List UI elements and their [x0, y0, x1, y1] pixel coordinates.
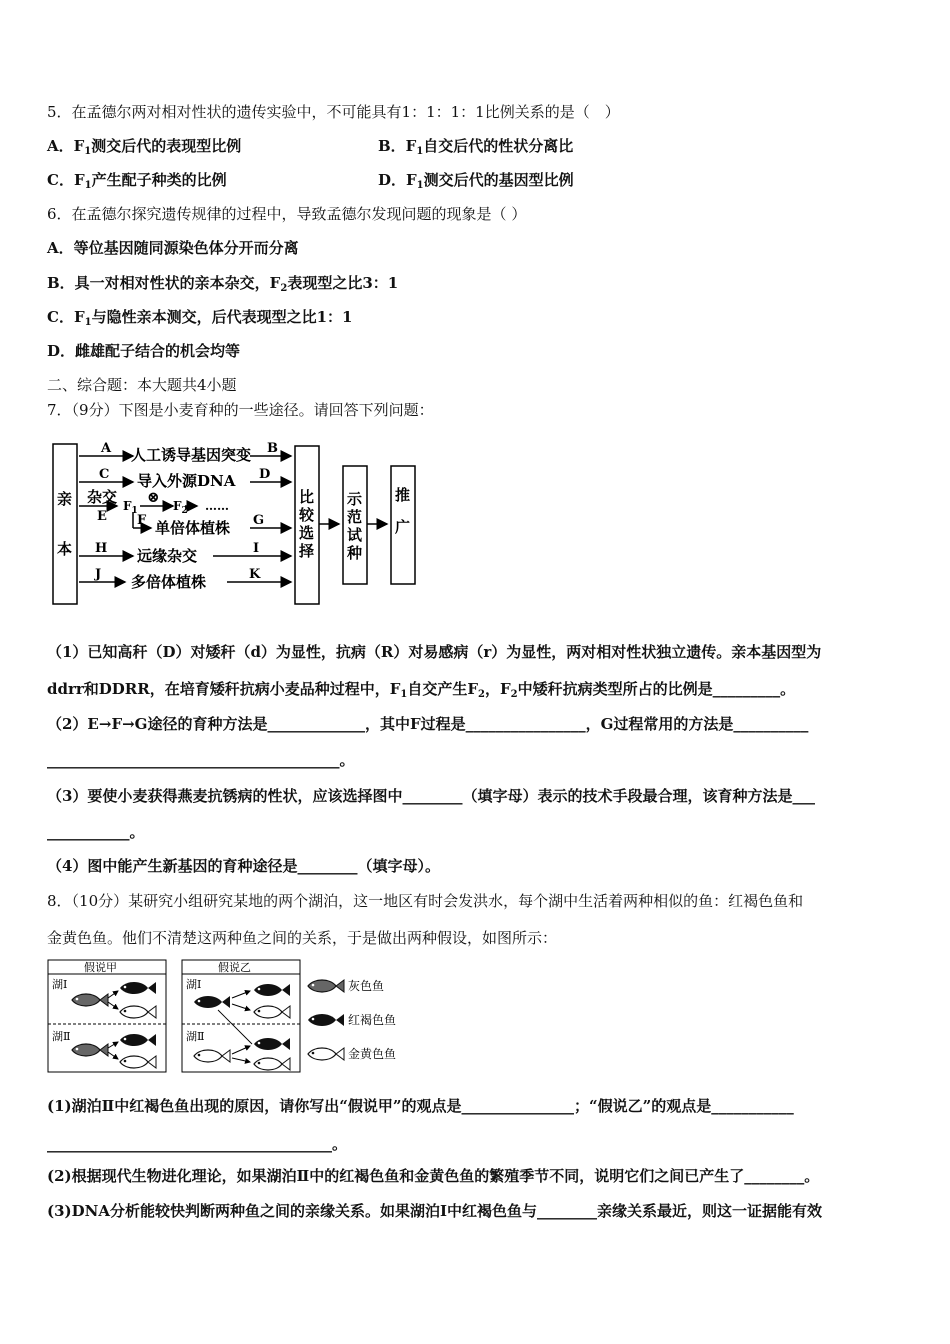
q5-option-d: D．$F_1$测交后代的基因型比例	[378, 171, 574, 191]
f2-dots: ……	[205, 499, 229, 513]
q8-part1-line2: ______________________________________。	[47, 1135, 348, 1153]
path-cross: 杂交	[87, 488, 118, 506]
hypothesis-a-lake2: 湖Ⅱ	[52, 1030, 71, 1043]
path-i: I	[253, 541, 260, 556]
q8-part3: (3)DNA分析能较快判断两种鱼之间的亲缘关系。如果湖泊Ⅰ中红褐色鱼与________亲缘关系最近，则这一证据能有效	[47, 1202, 823, 1220]
breeding-diagram	[45, 432, 425, 612]
path-k: K	[249, 567, 261, 582]
path-g: G	[253, 513, 265, 528]
hypothesis-a-title: 假说甲	[84, 961, 117, 974]
q6-stem: 6．在孟德尔探究遗传规律的过程中，导致孟德尔发现问题的现象是（ ）	[47, 205, 527, 223]
q7-part4: （4）图中能产生新基因的育种途径是________（填字母）。	[47, 857, 440, 875]
path-dna: 导入外源DNA	[137, 472, 236, 490]
f1-label: $F_1$	[123, 499, 138, 516]
q7-part2-line1: （2）E→F→G途径的育种方法是_____________，其中F过程是________________，G过程常用的方法是__________	[47, 715, 809, 733]
q5-stem: 5．在孟德尔两对相对性状的遗传实验中，不可能具有1：1：1：1比例关系的是（ ）	[47, 103, 620, 121]
path-distant-cross: 远缘杂交	[137, 547, 198, 565]
q8-part2: (2)根据现代生物进化理论，如果湖泊Ⅱ中的红褐色鱼和金黄色鱼的繁殖季节不同，说明它们之间已产生了________。	[47, 1167, 820, 1185]
q6-option-a: A．等位基因随同源染色体分开而分离	[47, 239, 299, 257]
path-b: B	[267, 441, 278, 456]
demo-label-1: 示	[347, 490, 363, 508]
q7-part3-line1: （3）要使小麦获得燕麦抗锈病的性状，应该选择图中________（填字母）表示的技术手段最合理，该育种方法是___	[47, 787, 815, 805]
section-title: 二、综合题：本大题共4小题	[47, 376, 237, 394]
demo-label-2: 范	[347, 508, 363, 526]
path-c: C	[99, 467, 110, 482]
q5-option-a: A．$F_1$测交后代的表现型比例	[47, 137, 242, 157]
hypothesis-b-lake1: 湖Ⅰ	[186, 978, 202, 991]
path-e: E	[97, 509, 107, 524]
compare-label-3: 选	[299, 524, 315, 542]
q5-option-c: C．$F_1$产生配子种类的比例	[47, 171, 227, 191]
q8-stem-line1: 8．（10分）某研究小组研究某地的两个湖泊，这一地区有时会发洪水，每个湖中生活着两种相似的鱼：红褐色鱼和	[47, 892, 804, 910]
legend-gray: 灰色鱼	[348, 979, 385, 993]
legend-red: 红褐色鱼	[348, 1013, 397, 1027]
parent-box	[53, 444, 77, 604]
path-a: A	[101, 441, 112, 456]
legend-gray-fish	[308, 980, 344, 992]
compare-label-1: 比	[299, 488, 315, 506]
promote-label-2: 广	[395, 518, 411, 536]
path-haploid: 单倍体植株	[155, 519, 231, 537]
q6-option-d: D．雌雄配子结合的机会均等	[47, 342, 241, 360]
q7-part3-line2: ___________。	[47, 823, 145, 841]
q7-part1-line1: （1）已知高秆（D）对矮秆（d）为显性，抗病（R）对易感病（r）为显性，两对相对性状独立遗传。亲本基因型为	[47, 643, 822, 661]
promote-label-1: 推	[395, 486, 411, 504]
q8-stem-line2: 金黄色鱼。他们不清楚这两种鱼之间的关系，于是做出两种假设，如图所示：	[47, 929, 558, 947]
q7-stem: 7．（9分）下图是小麦育种的一些途径。请回答下列问题：	[47, 401, 434, 419]
q8-part1-line1: (1)湖泊Ⅱ中红褐色鱼出现的原因，请你写出“假说甲”的观点是_______________；“假说乙”的观点是___________	[47, 1097, 794, 1115]
path-h: H	[95, 541, 108, 556]
path-mutation: 人工诱导基因突变	[131, 446, 252, 464]
q6-option-c: C．$F_1$与隐性亲本测交，后代表现型之比1：1	[47, 308, 353, 328]
parent-label-2: 本	[57, 540, 73, 558]
path-f: F	[137, 513, 147, 528]
f2-label: $F_2$	[173, 499, 188, 516]
q5-option-b: B．$F_1$自交后代的性状分离比	[378, 137, 574, 157]
legend-gold: 金黄色鱼	[348, 1047, 397, 1061]
compare-label-4: 择	[299, 542, 315, 560]
parent-label-1: 亲	[57, 490, 73, 508]
hypothesis-a-lake1: 湖Ⅰ	[52, 978, 68, 991]
q6-option-b: B．具一对相对性状的亲本杂交，$F_2$表现型之比3：1	[47, 274, 399, 294]
legend-gold-fish	[308, 1048, 344, 1060]
legend-red-fish	[308, 1014, 344, 1026]
hypothesis-b-lake2: 湖Ⅱ	[186, 1030, 205, 1043]
demo-label-4: 种	[347, 544, 363, 562]
path-d: D	[259, 467, 271, 482]
path-j: J	[95, 567, 102, 582]
hypothesis-figure	[46, 958, 416, 1078]
compare-label-2: 较	[299, 506, 315, 524]
q7-part1-line2: ddrr和DDRR，在培育矮秆抗病小麦品种过程中，$F_1$自交产生$F_2$，$F_2$中矮秆抗病类型所占的比例是_________。	[47, 680, 796, 700]
path-polyploid: 多倍体植株	[131, 573, 207, 591]
hypothesis-b-title: 假说乙	[218, 961, 251, 974]
demo-label-3: 试	[347, 526, 363, 544]
q7-part2-line2: _______________________________________。	[47, 751, 355, 769]
selfing-symbol: ⊗	[147, 488, 160, 506]
